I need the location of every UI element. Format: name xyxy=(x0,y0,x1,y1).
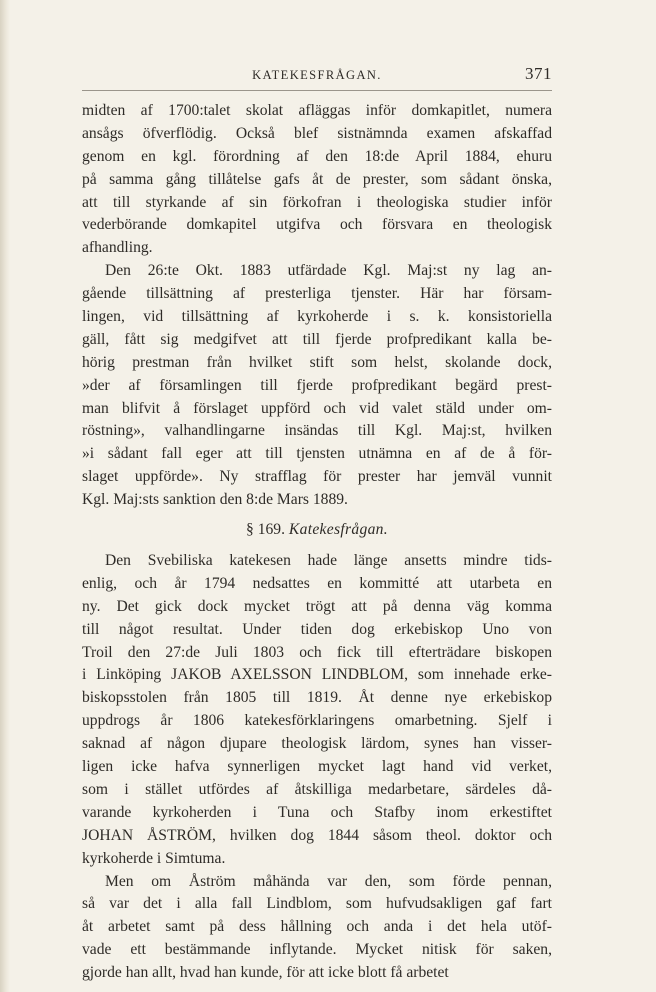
text-line: i Linköping JAKOB AXELSSON LINDBLOM, som innehade erke- xyxy=(82,666,552,684)
text-line: Troil den 27:de Juli 1803 och fick till efterträdare biskopen xyxy=(82,643,552,661)
text-line: midten af 1700:talet skolat afläggas inför domkapitlet, numera xyxy=(82,102,552,119)
paragraph xyxy=(82,260,552,512)
text-line: man blifvit å förslaget uppförd och vid valet stäld under om- xyxy=(82,399,552,417)
text-line: saknad af någon djupare theologisk lärdom, synes han visser- xyxy=(82,735,552,753)
text-line: Kgl. Maj:sts sanktion den 8:de Mars 1889. xyxy=(82,491,348,509)
text-line: varande kyrkoherden i Tuna och Stafby inom erkestiftet xyxy=(82,803,552,821)
text-line: så var det i alla fall Lindblom, som hufvudsakligen gaf fart xyxy=(82,895,552,913)
text-line: ligen icke hafva synnerligen mycket lagt hand vid verket, xyxy=(82,758,552,776)
text-line: Den 26:te Okt. 1883 utfärdade Kgl. Maj:st ny lag an- xyxy=(105,262,552,280)
text-line: afhandling. xyxy=(82,239,153,257)
text-line: till något resultat. Under tiden dog erkebiskop Uno von xyxy=(82,620,552,638)
text-line: slaget uppförde». Ny strafflag för prester har jemväl vunnit xyxy=(82,468,552,486)
paragraph xyxy=(82,550,552,870)
text-line: biskopsstolen från 1805 till 1819. Åt denne nye erkebiskop xyxy=(82,689,552,707)
text-line: hörig prestman från hvilket stift som helst, skolande dock, xyxy=(82,353,552,371)
text-line: som i stället utfördes af åtskilliga medarbetare, särdeles då- xyxy=(82,780,552,798)
text-line: »i sådant fall eger att till tjensten utnämna en af de å för- xyxy=(82,445,552,463)
text-line: uppdrogs år 1806 katekesförklaringens omarbetning. Sjelf i xyxy=(82,712,552,730)
text-line: »der af församlingen till fjerde profpredikant begärd prest- xyxy=(82,376,552,394)
text-line: ny. Det gick dock mycket trögt att på denna väg komma xyxy=(82,597,552,615)
text-line: vade ett bestämmande inflytande. Mycket nitisk för saken, xyxy=(82,941,552,959)
paragraphs-after-heading xyxy=(82,550,552,985)
paragraph xyxy=(82,871,552,985)
header-rule xyxy=(82,90,552,91)
text-line: åt arbetet samt på dess hållning och anda i det hela utöf- xyxy=(82,918,552,936)
section-heading xyxy=(82,513,552,547)
text-line: ansågs öfverflödig. Också blef sistnämnda examen afskaffad xyxy=(82,124,552,142)
text-line: att till styrkande af sin förkofran i theologiska studier inför xyxy=(82,193,552,211)
section-title: Katekesfrågan. xyxy=(288,521,388,539)
text-line: JOHAN ÅSTRÖM, hvilken dog 1844 såsom theol. doktor och xyxy=(82,826,552,844)
text-line: enlig, och år 1794 nedsattes en kommitté att utarbeta en xyxy=(82,574,552,592)
text-line: röstning», valhandlingarne insändas till Kgl. Maj:st, hvilken xyxy=(82,422,552,440)
running-head xyxy=(82,64,552,92)
page-binding-edge xyxy=(0,0,10,992)
text-line: genom en kgl. förordning af den 18:de April 1884, ehuru xyxy=(82,147,552,165)
text-line: kyrkoherde i Simtuma. xyxy=(82,849,226,867)
text-line: lingen, vid tillsättning af kyrkoherde i s. k. konsistoriella xyxy=(82,308,552,326)
text-line: Men om Åström måhända var den, som förde pennan, xyxy=(105,872,552,890)
paragraph xyxy=(82,100,552,260)
text-line: på samma gång tillåtelse gafs åt de prester, som sådant önska, xyxy=(82,170,552,188)
running-title: KATEKESFRÅGAN. xyxy=(252,68,382,82)
text-line: gjorde han allt, hvad han kunde, för att icke blott få arbetet xyxy=(82,964,449,982)
section-number: § 169. xyxy=(246,521,285,539)
text-line: gående tillsättning af presterliga tjenster. Här har försam- xyxy=(82,285,552,303)
text-line: vederbörande domkapitel utgifva och försvara en theologisk xyxy=(82,216,552,234)
text-line: gäll, fått sig medgifvet att till fjerde profpredikant kalla be- xyxy=(82,330,552,348)
text-line: Den Svebiliska katekesen hade länge ansetts mindre tids- xyxy=(105,552,552,570)
body-text xyxy=(82,100,552,985)
page-number: 371 xyxy=(525,64,552,83)
paragraphs-before-heading xyxy=(82,100,552,512)
